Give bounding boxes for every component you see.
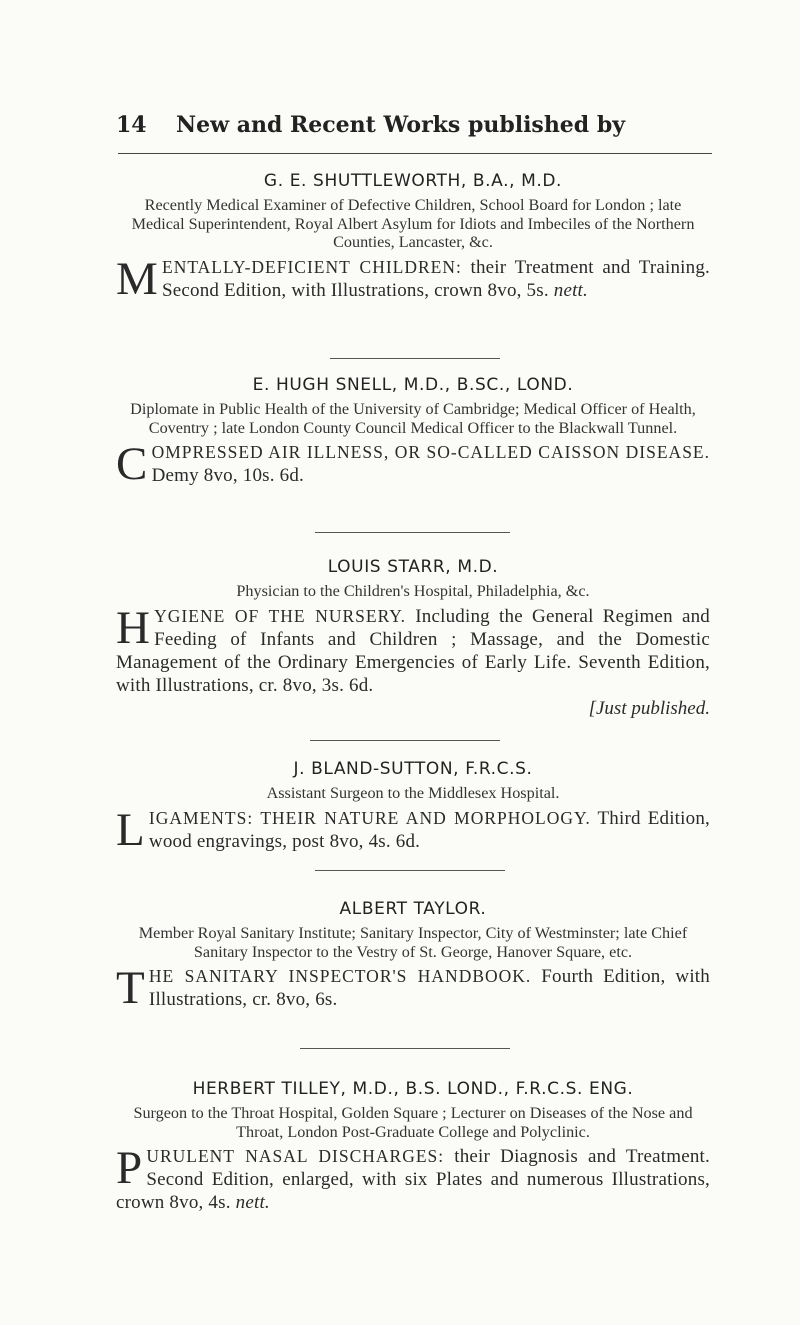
- section-divider: [300, 1048, 510, 1049]
- author-description: Member Royal Sanitary Institute; Sanitary Inspector, City of Westminster; late Chief Sanitary Inspector to the Vestry of St. George, Hanover Square, etc.: [138, 924, 688, 961]
- drop-cap: C: [116, 438, 148, 490]
- book-title: HE SANITARY INSPECTOR'S HANDBOOK.: [148, 966, 532, 986]
- drop-cap: T: [116, 962, 145, 1014]
- running-head-title: New and Recent Works published by: [176, 112, 626, 138]
- book-entry-starr: [116, 556, 710, 720]
- price-note: nett.: [235, 1192, 270, 1213]
- book-title: URULENT NASAL DISCHARGES:: [146, 1146, 445, 1166]
- author-name: G. E. SHUTTLEWORTH, B.A., M.D.: [263, 171, 563, 191]
- book-entry-tilley: [116, 1078, 710, 1214]
- author-name: ALBERT TAYLOR.: [339, 899, 487, 919]
- header-rule: [118, 153, 712, 154]
- section-divider: [315, 870, 505, 871]
- book-title: OMPRESSED AIR ILLNESS, OR SO-CALLED CAISSON DISEASE.: [151, 442, 710, 462]
- price-note: nett.: [553, 279, 588, 301]
- author-description: Surgeon to the Throat Hospital, Golden Square ; Lecturer on Diseases of the Nose and Throat, London Post-Graduate College and Polyclinic.: [133, 1104, 693, 1141]
- page-number: 14: [116, 112, 147, 138]
- book-details: Demy 8vo, 10s. 6d.: [151, 465, 304, 486]
- publication-note: [Just published.: [588, 697, 710, 719]
- book-entry-shuttleworth: [116, 170, 710, 305]
- book-listing: [116, 438, 710, 490]
- author-description: Diplomate in Public Health of the University of Cambridge; Medical Officer of Health, Coventry ; late London County Council Medical Officer to the Blackwall Tunnel.: [130, 400, 696, 437]
- book-title: IGAMENTS: THEIR NATURE AND MORPHOLOGY.: [148, 807, 591, 828]
- book-listing: [116, 803, 710, 856]
- book-details: Including the General Regimen and Feeding of Infants and Children ; Massage, and the Domestic Management of the Ordinary Emergencies of Early Life. Seventh Edition, with Illustrations, cr. 8vo, 3s. 6d.: [116, 605, 710, 696]
- drop-cap: L: [116, 803, 145, 856]
- book-entry-snell: [116, 374, 710, 490]
- book-listing: [116, 962, 710, 1014]
- drop-cap: M: [116, 252, 158, 305]
- book-entry-bland-sutton: [116, 758, 710, 856]
- book-listing: [116, 1142, 710, 1214]
- book-listing: [116, 601, 710, 697]
- book-entry-taylor: [116, 898, 710, 1014]
- author-description: Physician to the Children's Hospital, Philadelphia, &c.: [236, 582, 590, 600]
- book-title: YGIENE OF THE NURSERY.: [154, 605, 407, 626]
- author-description: Recently Medical Examiner of Defective Children, School Board for London ; late Medical Superintendent, Royal Albert Asylum for Idiots and Imbeciles of the Northern Counties, Lancaster, &c.: [131, 196, 695, 251]
- author-name: HERBERT TILLEY, M.D., B.S. LOND., F.R.C.S. ENG.: [192, 1079, 634, 1099]
- book-listing: [116, 252, 710, 305]
- book-title: ENTALLY-DEFICIENT CHILDREN:: [162, 256, 462, 277]
- section-divider: [310, 740, 500, 741]
- section-divider: [315, 532, 510, 533]
- book-details: their Diagnosis and Treatment. Second Edition, enlarged, with six Plates and numerous Illustrations, crown 8vo, 4s.: [116, 1146, 710, 1213]
- section-divider: [330, 358, 500, 359]
- drop-cap: P: [116, 1142, 143, 1194]
- author-name: J. BLAND-SUTTON, F.R.C.S.: [293, 759, 533, 779]
- author-name: E. HUGH SNELL, M.D., B.SC., LOND.: [252, 375, 574, 395]
- drop-cap: H: [116, 601, 151, 654]
- author-description: Assistant Surgeon to the Middlesex Hospital.: [266, 784, 560, 802]
- book-details: Fourth Edition, with Illustrations, cr. 8vo, 6s.: [148, 966, 710, 1010]
- author-name: LOUIS STARR, M.D.: [327, 557, 499, 577]
- book-details: their Treatment and Training. Second Edition, with Illustrations, crown 8vo, 5s.: [162, 256, 710, 301]
- book-details: Third Edition, wood engravings, post 8vo, 4s. 6d.: [148, 807, 710, 852]
